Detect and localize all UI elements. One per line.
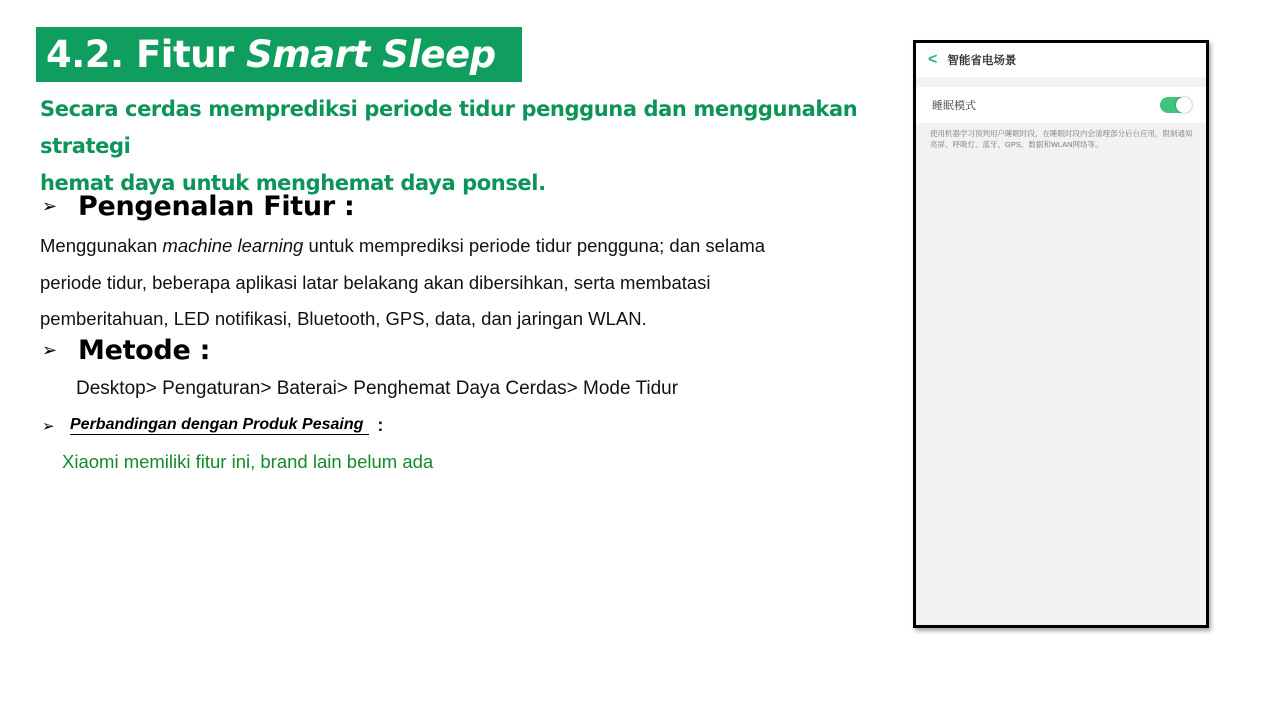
feature-intro-body	[40, 228, 880, 338]
lead-line-2: hemat daya untuk menghemat daya ponsel.	[40, 171, 546, 195]
comparison-colon: :	[377, 415, 384, 435]
back-chevron-icon[interactable]: <	[928, 51, 938, 68]
title-emphasis: Smart Sleep	[246, 33, 496, 76]
phone-screenshot	[913, 40, 1209, 628]
settings-path: Desktop> Pengaturan> Baterai> Penghemat Daya Cerdas> Mode Tidur	[76, 378, 679, 399]
page-title	[46, 33, 496, 76]
title-prefix: 4.2. Fitur	[46, 33, 247, 76]
body-line-1-rest: untuk memprediksi periode tidur pengguna; dan selama	[303, 235, 766, 256]
lead-statement	[40, 91, 920, 202]
section-feature-intro	[42, 191, 354, 222]
comparison-label: Perbandingan dengan Produk Pesaing	[70, 416, 369, 435]
phone-header-title: 智能省电场景	[947, 55, 1017, 67]
arrow-bullet-icon: ➢	[42, 417, 55, 435]
sleep-mode-toggle[interactable]	[1160, 97, 1192, 113]
sleep-mode-label: 睡眠模式	[932, 100, 976, 112]
section-comparison	[42, 415, 383, 436]
section-method	[42, 335, 210, 366]
title-banner	[36, 27, 522, 82]
sleep-mode-row[interactable]	[916, 87, 1206, 123]
body-line-3: pemberitahuan, LED notifikasi, Bluetooth, GPS, data, dan jaringan WLAN.	[40, 308, 647, 329]
body-line-1-pre: Menggunakan	[40, 235, 163, 256]
arrow-bullet-icon: ➢	[42, 340, 58, 360]
lead-line-1: Secara cerdas memprediksi periode tidur pengguna dan menggunakan strategi	[40, 97, 858, 158]
feature-intro-heading: Pengenalan Fitur :	[78, 191, 355, 222]
body-emphasis: machine learning	[162, 235, 304, 256]
toggle-knob	[1176, 97, 1192, 113]
body-line-2: periode tidur, beberapa aplikasi latar belakang akan dibersihkan, serta membatasi	[40, 271, 711, 293]
comparison-text: Xiaomi memiliki fitur ini, brand lain belum ada	[62, 451, 434, 472]
phone-header	[916, 43, 1206, 77]
method-heading: Metode :	[78, 335, 211, 366]
sleep-mode-description: 使用机器学习预判用户睡眠时段，在睡眠时段内会清理部分后台应用，限制通知亮屏、呼吸灯、蓝牙、GPS、数据和WLAN网络等。	[930, 129, 1193, 149]
arrow-bullet-icon: ➢	[42, 196, 58, 216]
